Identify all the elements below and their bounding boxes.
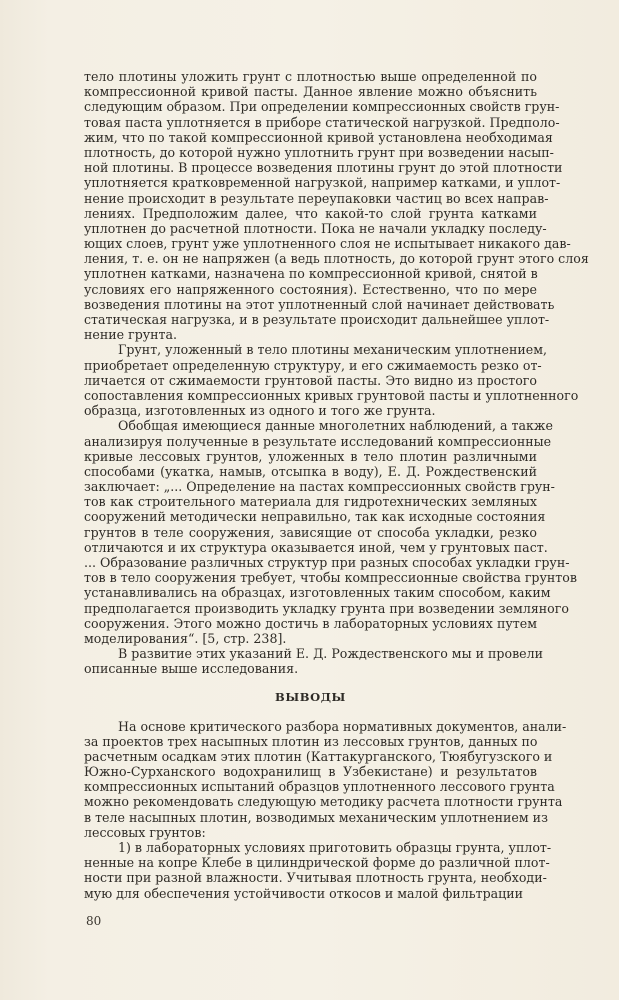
page-number: 80 [86,914,102,928]
paragraph [84,840,552,901]
text-line: лениях. Предположим далее, что какой-то слой грунта катками [84,205,537,221]
section-heading: ВЫВОДЫ [275,689,346,704]
text-line: анализируя полученные в результате исследований компрессионные [84,433,552,449]
paragraph [84,69,589,343]
text-line: товая паста уплотняется в приборе статической нагрузкой. Предполо- [84,114,560,130]
text-line: В развитие этих указаний Е. Д. Рождественского мы и провели [118,646,544,662]
text-line: компрессионных испытаний образцов уплотненного лессового грунта [84,779,555,795]
text-line: можно рекомендовать следующую методику расчета плотности грунта [84,794,563,810]
paragraph [84,342,579,419]
paragraph [84,646,544,677]
text-line: нение грунта. [84,327,178,343]
text-line: ... Образование различных структур при разных способах укладки грун- [84,555,570,570]
text-line: ющих слоев, грунт уже уплотненного слоя не испытывает никакого дав- [84,236,571,252]
text-line: статическая нагрузка, и в результате происходит дальнейшее уплот- [84,312,550,327]
text-line: следующим образом. При определении компрессионных свойств грун- [84,99,560,115]
text-line: заключает: „... Определение на пастах компрессионных свойств грун- [84,479,555,495]
text-line: Грунт, уложенный в тело плотины механическим уплотнением, [118,342,548,358]
paragraph [84,418,577,646]
text-line: сопоставления компрессионных кривых грунтовой пасты и уплотненного [84,387,579,403]
text-line: грунтов в теле сооружения, зависящие от способа укладки, резко [84,524,537,540]
text-line: в теле насыпных плотин, возводимых механическим уплотнением из [84,809,548,825]
text-line: отличаются и их структура оказывается иной, чем у грунтовых паст. [84,539,548,555]
text-line: устанавливались на образцах, изготовленных таким способом, каким [84,585,551,601]
text-line: моделирования“. [5, стр. 238]. [84,630,287,646]
text-line: тов как строительного материала для гидротехнических земляных [84,494,537,510]
text-line: способами (укатка, намыв, отсыпка в воду), Е. Д. Рождественский [84,463,537,479]
text-line: ненные на копре Клебе в цилиндрической форме до различной плот- [84,855,550,871]
page-text [84,69,589,901]
text-line: уплотняется кратковременной нагрузкой, например катками, и уплот- [84,175,561,191]
text-line: описанные выше исследования. [84,661,299,677]
text-line: 1) в лабораторных условиях приготовить образцы грунта, уплот- [118,840,552,855]
text-line: плотность, до которой нужно уплотнить грунт при возведении насып- [84,144,554,160]
text-line: расчетным осадкам этих плотин (Каттакурганского, Тюябугузского и [84,748,553,764]
text-line: условиях его напряженного состояния). Естественно, что по мере [84,281,537,297]
text-line: уплотнен катками, назначена по компрессионной кривой, снятой в [84,266,538,282]
text-line: приобретает определенную структуру, и его сжимаемость резко от- [84,357,542,373]
text-line: ления, т. е. он не напряжен (а ведь плотность, до которой грунт этого слоя [84,251,589,267]
text-line: тело плотины уложить грунт с плотностью выше определенной по [84,69,537,84]
text-line: нение происходит в результате переупаковки частиц во всех направ- [84,190,549,206]
text-line: уплотнен до расчетной плотности. Пока не начали укладку последу- [84,220,547,236]
paragraph [84,718,567,841]
text-line: Обобщая имеющиеся данные многолетних наблюдений, а также [118,418,553,434]
text-line: за проектов трех насыпных плотин из лессовых грунтов, данных по [84,733,538,749]
text-line: сооружений методически неправильно, так как исходные состояния [84,509,546,525]
text-line: сооружения. Этого можно достичь в лабораторных условиях путем [84,615,537,631]
text-line: лессовых грунтов: [84,824,206,840]
text-line: жим, что по такой компрессионной кривой установлена необходимая [84,129,553,145]
text-line: ности при разной влажности. Учитывая плотность грунта, необходи- [84,870,547,886]
text-line: возведения плотины на этот уплотненный слой начинает действовать [84,296,555,312]
text-line: ной плотины. В процессе возведения плотины грунт до этой плотности [84,160,563,176]
text-line: мую для обеспечения устойчивости откосов и малой фильтрации [84,885,524,901]
text-line: образца, изготовленных из одного и того же грунта. [84,403,436,419]
text-line: личается от сжимаемости грунтовой пасты. Это видно из простого [84,372,537,388]
text-line: предполагается производить укладку грунта при возведении земляного [84,600,569,616]
text-line: тов в тело сооружения требует, чтобы компрессионные свойства грунтов [84,570,577,586]
text-line: Южно-Сурханского водохранилищ в Узбекистане) и результатов [84,764,537,780]
text-line: компрессионной кривой пасты. Данное явление можно объяснить [84,84,537,100]
text-line: На основе критического разбора нормативных документов, анали- [118,718,567,734]
text-line: кривые лессовых грунтов, уложенных в тело плотин различными [84,448,537,464]
